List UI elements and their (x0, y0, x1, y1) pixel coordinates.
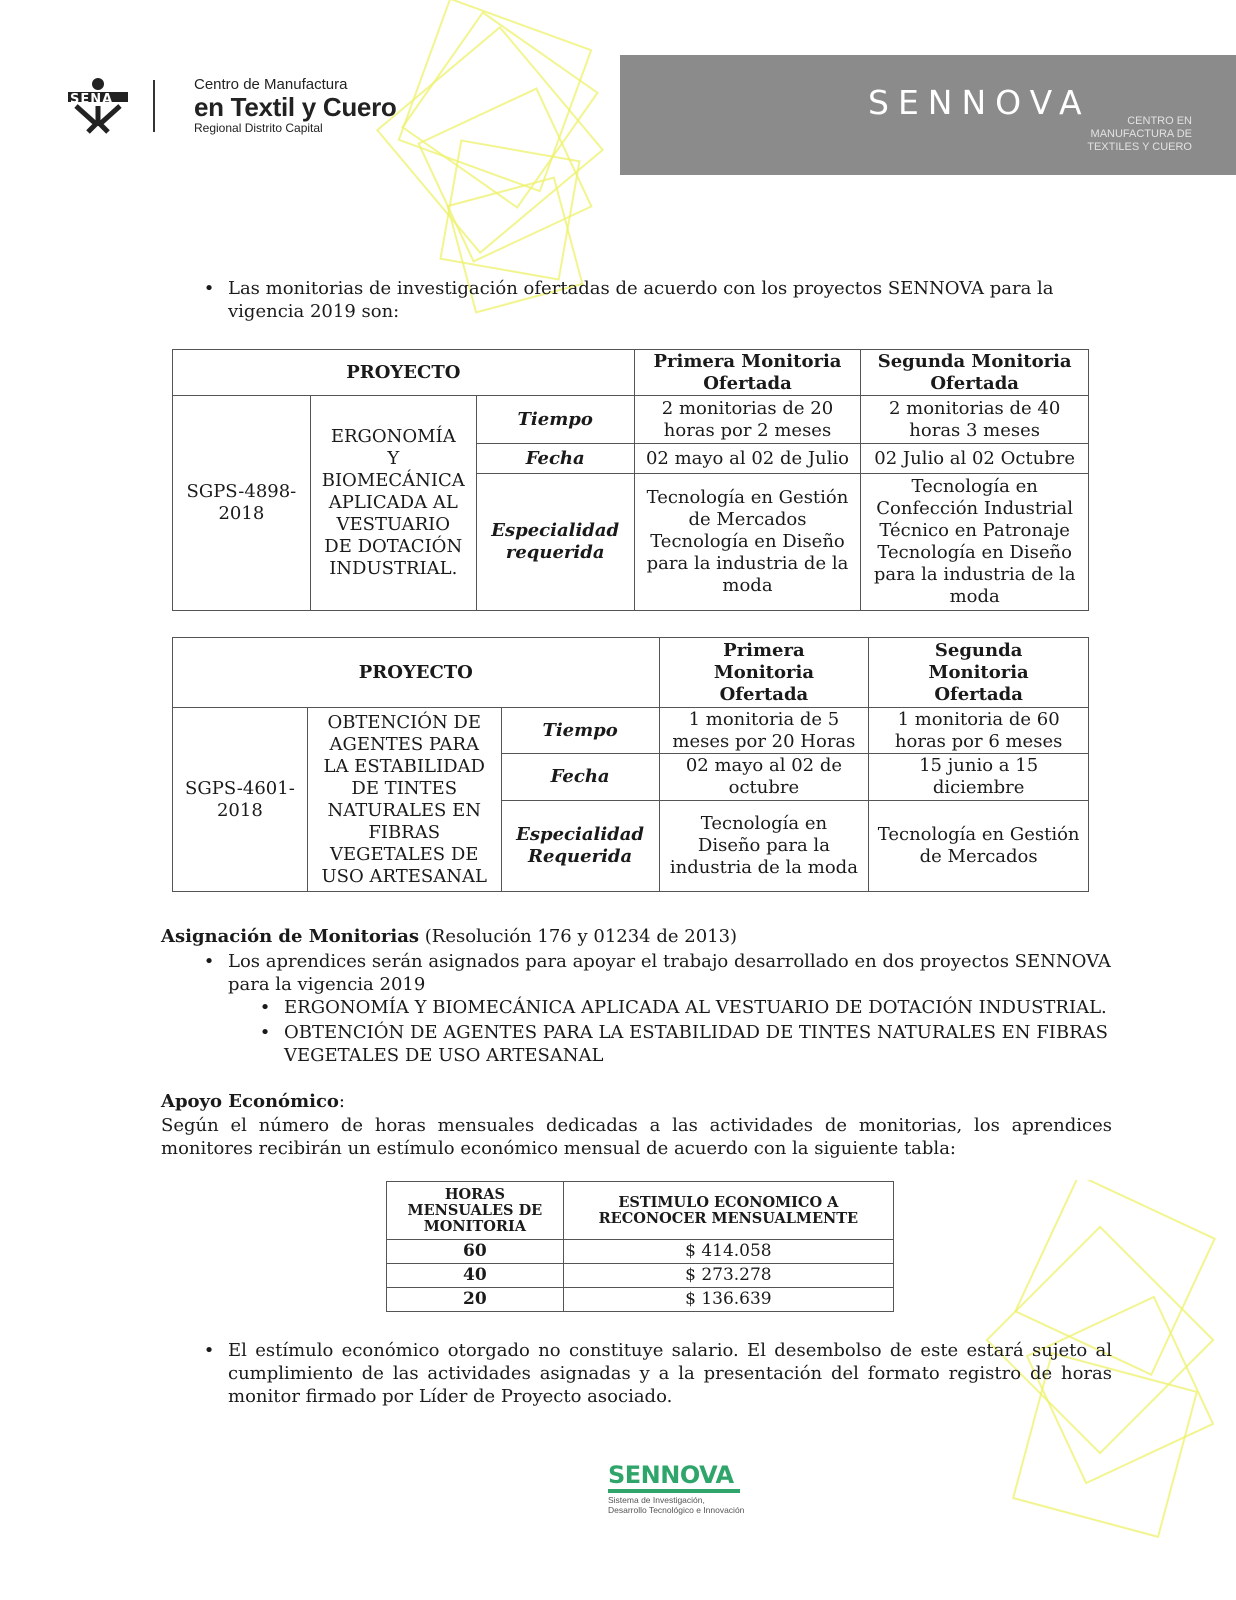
hours-value: 40 (387, 1264, 564, 1288)
asignacion-heading (161, 925, 1111, 948)
label-tiempo: Tiempo (476, 396, 634, 444)
center-name-line2: en Textil y Cuero (194, 92, 397, 122)
second-fecha: 15 junio a 15 diciembre (869, 754, 1089, 801)
project-title: OBTENCIÓN DE AGENTES PARA LA ESTABILIDAD DE TINTES NATURALES EN FIBRAS VEGETALES DE USO ARTESANAL (307, 708, 501, 892)
intro-text: Las monitorias de investigación ofertadas de acuerdo con los proyectos SENNOVA para la vigencia 2019 son: (228, 278, 1054, 322)
apoyo-heading: Apoyo Económico: (161, 1091, 345, 1112)
hours-value: 60 (387, 1240, 564, 1264)
first-especialidad: Tecnología en Diseño para la industria de la moda (659, 801, 869, 892)
table-row (387, 1288, 894, 1312)
banner-subtitle (1082, 115, 1192, 154)
second-especialidad: Tecnología en Confección Industrial Técnico en Patronaje Tecnología en Diseño para la industria de la moda (861, 474, 1089, 611)
sena-logo-text: SENA (70, 92, 114, 107)
asignacion-text: Los aprendices serán asignados para apoyar el trabajo desarrollado en dos proyectos SENNOVA para la vigencia 2019 (228, 951, 1111, 995)
sennova-banner (620, 55, 1236, 175)
second-fecha: 02 Julio al 02 Octubre (861, 444, 1089, 474)
project-table-2 (172, 637, 1089, 892)
sennova-footer-tagline: Sistema de Investigación, Desarrollo Tecnológico e Innovación (608, 1495, 745, 1515)
table-row (387, 1240, 894, 1264)
amount-value: $ 414.058 (563, 1240, 893, 1264)
sennova-footer-logo (608, 1462, 748, 1515)
hours-value: 20 (387, 1288, 564, 1312)
bullet-dot: • (203, 278, 215, 299)
label-tiempo: Tiempo (501, 708, 659, 754)
first-tiempo: 1 monitoria de 5 meses por 20 Horas (659, 708, 869, 754)
asignacion-sub-1: • ERGONOMÍA Y BIOMECÁNICA APLICADA AL VESTUARIO DE DOTACIÓN INDUSTRIAL. (259, 997, 1107, 1018)
label-especialidad: Especialidad Requerida (501, 801, 659, 892)
banner-title: SENNOVA (868, 83, 1091, 122)
asignacion-heading-bold: Asignación de Monitorias (161, 926, 420, 947)
amount-value: $ 136.639 (563, 1288, 893, 1312)
amount-value: $ 273.278 (563, 1264, 893, 1288)
intro-bullet (190, 277, 1102, 323)
banner-sub-line1: CENTRO EN (1127, 115, 1192, 127)
banner-sub-line2: MANUFACTURA DE (1090, 128, 1192, 140)
first-fecha: 02 mayo al 02 de Julio (634, 444, 861, 474)
first-offer-header: Primera Monitoria Ofertada (659, 638, 869, 708)
label-fecha: Fecha (476, 444, 634, 474)
sennova-footer-line (608, 1489, 740, 1493)
second-tiempo: 1 monitoria de 60 horas por 6 meses (869, 708, 1089, 754)
asignacion-bullet: • Los aprendices serán asignados para apoyar el trabajo desarrollado en dos proyectos SENNOVA para la vigencia 2019 (203, 951, 1111, 995)
first-especialidad: Tecnología en Gestión de Mercados Tecnología en Diseño para la industria de la moda (634, 474, 861, 611)
asignacion-heading-note: (Resolución 176 y 01234 de 2013) (419, 926, 738, 947)
header-separator (153, 80, 155, 132)
second-especialidad: Tecnología en Gestión de Mercados (869, 801, 1089, 892)
second-offer-header: Segunda Monitoria Ofertada (861, 350, 1089, 396)
first-fecha: 02 mayo al 02 de octubre (659, 754, 869, 801)
banner-sub-line3: TEXTILES Y CUERO (1087, 141, 1192, 153)
amount-header: ESTIMULO ECONOMICO A RECONOCER MENSUALMENTE (563, 1182, 893, 1240)
first-tiempo: 2 monitorias de 20 horas por 2 meses (634, 396, 861, 444)
project-table-1 (172, 349, 1089, 611)
first-offer-header: Primera Monitoria Ofertada (634, 350, 861, 396)
second-offer-header: Segunda Monitoria Ofertada (869, 638, 1089, 708)
second-tiempo: 2 monitorias de 40 horas 3 meses (861, 396, 1089, 444)
project-title: ERGONOMÍA Y BIOMECÁNICA APLICADA AL VESTUARIO DE DOTACIÓN INDUSTRIAL. (310, 396, 476, 611)
center-name (194, 76, 396, 135)
payment-table (386, 1181, 894, 1312)
label-especialidad: Especialidad requerida (476, 474, 634, 611)
project-code: SGPS-4898- 2018 (173, 396, 311, 611)
table-row (387, 1264, 894, 1288)
project-header: PROYECTO (173, 350, 635, 396)
apoyo-paragraph: Según el número de horas mensuales dedicadas a las actividades de monitorias, los aprendices monitores recibirán un estímulo económico mensual de acuerdo con la siguiente tabla: (161, 1115, 1112, 1159)
asignacion-sub-2: • OBTENCIÓN DE AGENTES PARA LA ESTABILIDAD DE TINTES NATURALES EN FIBRAS VEGETALES DE USO ARTESANAL (259, 1022, 1108, 1066)
final-bullet: • El estímulo económico otorgado no constituye salario. El desembolso de este estará sujeto al cumplimiento de las actividades asignadas y a la presentación del formato registro de horas monitor firmado por Líder de Proyecto asociado. (203, 1340, 1112, 1407)
project-header: PROYECTO (173, 638, 660, 708)
label-fecha: Fecha (501, 754, 659, 801)
sennova-footer-word: SENNOVA (608, 1461, 734, 1489)
center-name-line3: Regional Distrito Capital (194, 121, 323, 135)
center-name-line1: Centro de Manufactura (194, 76, 348, 93)
project-code: SGPS-4601- 2018 (173, 708, 308, 892)
hours-header: HORAS MENSUALES DE MONITORIA (387, 1182, 564, 1240)
final-text: El estímulo económico otorgado no constituye salario. El desembolso de este estará sujeto al cumplimiento de las actividades asignadas y a la presentación del formato registro de horas monitor firmado por Líder de Proyecto asociado. (228, 1340, 1112, 1407)
